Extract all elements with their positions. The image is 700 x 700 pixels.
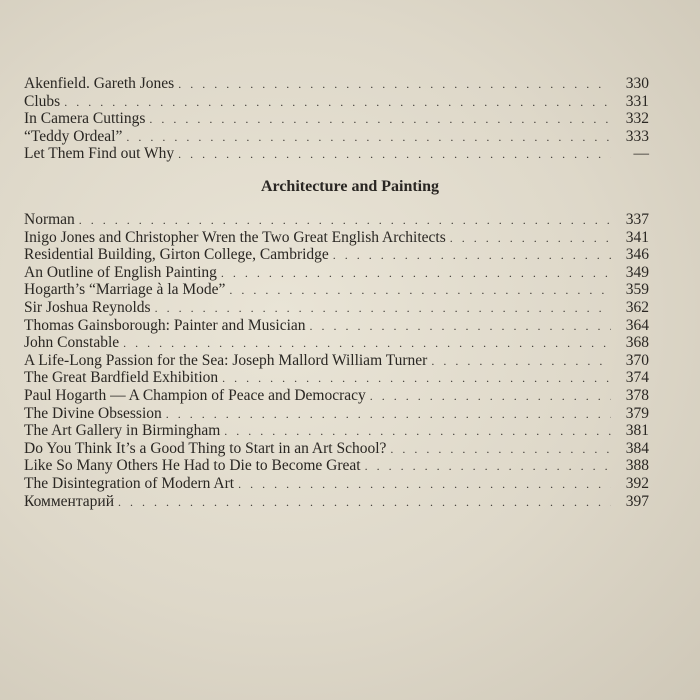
toc-entry xyxy=(24,246,649,264)
toc-entry-page: 378 xyxy=(625,386,649,404)
toc-entry-page: 370 xyxy=(625,351,649,369)
toc-entry-page: 362 xyxy=(625,298,649,316)
toc-entry xyxy=(24,299,649,317)
toc-entry xyxy=(24,334,649,352)
toc-entry xyxy=(24,229,649,247)
toc-entry-page: 341 xyxy=(625,228,649,246)
toc-entry-page: 379 xyxy=(625,404,649,422)
toc-entry-title: Residential Building, Girton College, Cambridge xyxy=(24,246,329,264)
toc-entry xyxy=(24,75,649,93)
toc-entry-page: 368 xyxy=(625,334,649,352)
dot-leader xyxy=(222,370,611,388)
dot-leader xyxy=(123,335,611,353)
toc-entry-title: Clubs xyxy=(24,92,61,110)
toc-entry-page: 337 xyxy=(625,211,649,228)
toc-entry xyxy=(24,422,649,440)
toc-entry-page: 349 xyxy=(625,263,649,281)
toc-entry-title: A Life-Long Passion for the Sea: Joseph Mallord William Turner xyxy=(24,351,428,369)
dot-leader xyxy=(229,282,611,300)
toc-entry-title: The Divine Obsession xyxy=(24,404,162,422)
section-heading: Architecture and Painting xyxy=(260,178,440,195)
toc-entry xyxy=(24,211,649,229)
toc-entry-title: Комментарий xyxy=(24,492,114,510)
dot-leader xyxy=(118,494,611,512)
dot-leader xyxy=(238,476,611,494)
toc-entry xyxy=(24,264,649,282)
toc-entry xyxy=(24,317,649,335)
toc-entry-page: 332 xyxy=(625,110,649,128)
toc-entry-title: The Disintegration of Modern Art xyxy=(24,474,235,492)
toc-entry-title: Norman xyxy=(24,211,75,228)
toc-entry-page: 381 xyxy=(625,422,649,440)
dot-leader xyxy=(166,406,611,424)
toc-entry-title: In Camera Cuttings xyxy=(24,110,146,128)
toc-entry-page: 397 xyxy=(625,492,649,510)
toc-entry-page: 388 xyxy=(625,457,649,475)
toc-entry xyxy=(24,352,649,370)
dot-leader xyxy=(310,318,611,336)
toc-entry-title: Thomas Gainsborough: Painter and Musician xyxy=(24,316,306,334)
toc-section-2 xyxy=(24,211,649,510)
toc-entry-title: Let Them Find out Why xyxy=(24,145,175,163)
toc-entry xyxy=(24,457,649,475)
toc-entry-page: 392 xyxy=(625,474,649,492)
dot-leader xyxy=(450,230,611,248)
toc-entry-title: An Outline of English Painting xyxy=(24,263,217,281)
toc-entry xyxy=(24,369,649,387)
dot-leader xyxy=(79,212,611,230)
toc-entry-page: 374 xyxy=(625,369,649,387)
dot-leader xyxy=(178,146,611,164)
toc-entry-page: — xyxy=(633,145,649,163)
toc-entry xyxy=(24,493,649,511)
toc-entry xyxy=(24,128,649,146)
toc-entry xyxy=(24,387,649,405)
dot-leader xyxy=(126,129,611,147)
dot-leader xyxy=(155,300,611,318)
toc-entry-page: 333 xyxy=(625,127,649,145)
toc-entry xyxy=(24,440,649,458)
toc-section-1 xyxy=(24,75,649,163)
dot-leader xyxy=(64,94,611,112)
dot-leader xyxy=(390,441,611,459)
toc-entry-page: 384 xyxy=(625,439,649,457)
toc-entry-title: Inigo Jones and Christopher Wren the Two Great English Architects xyxy=(24,228,446,246)
dot-leader xyxy=(370,388,611,406)
toc-entry-page: 346 xyxy=(625,246,649,264)
dot-leader xyxy=(333,247,611,265)
toc-entry xyxy=(24,110,649,128)
toc-entry xyxy=(24,281,649,299)
toc-entry xyxy=(24,145,649,163)
toc-entry-title: The Art Gallery in Birmingham xyxy=(24,422,221,440)
toc-entry-title: Hogarth’s “Marriage à la Mode” xyxy=(24,281,226,299)
toc-entry-page: 359 xyxy=(625,281,649,299)
toc-entry-title: Sir Joshua Reynolds xyxy=(24,298,151,316)
dot-leader xyxy=(149,111,611,129)
toc-entry xyxy=(24,405,649,423)
dot-leader xyxy=(431,353,611,371)
toc-entry-title: Like So Many Others He Had to Die to Become Great xyxy=(24,457,361,475)
toc-entry xyxy=(24,93,649,111)
toc-entry-title: Paul Hogarth — A Champion of Peace and Democracy xyxy=(24,386,366,404)
toc-entry-title: Akenfield. Gareth Jones xyxy=(24,75,175,92)
dot-leader xyxy=(178,76,611,94)
toc-entry-page: 330 xyxy=(625,75,649,92)
dot-leader xyxy=(365,458,611,476)
toc-entry-title: John Constable xyxy=(24,334,120,352)
toc-entry-title: “Teddy Ordeal” xyxy=(24,127,123,145)
toc-entry-title: Do You Think It’s a Good Thing to Start in an Art School? xyxy=(24,439,387,457)
dot-leader xyxy=(221,265,611,283)
toc-entry-page: 364 xyxy=(625,316,649,334)
toc-entry xyxy=(24,475,649,493)
toc-entry-title: The Great Bardfield Exhibition xyxy=(24,369,219,387)
toc-entry-page: 331 xyxy=(625,92,649,110)
dot-leader xyxy=(224,423,611,441)
